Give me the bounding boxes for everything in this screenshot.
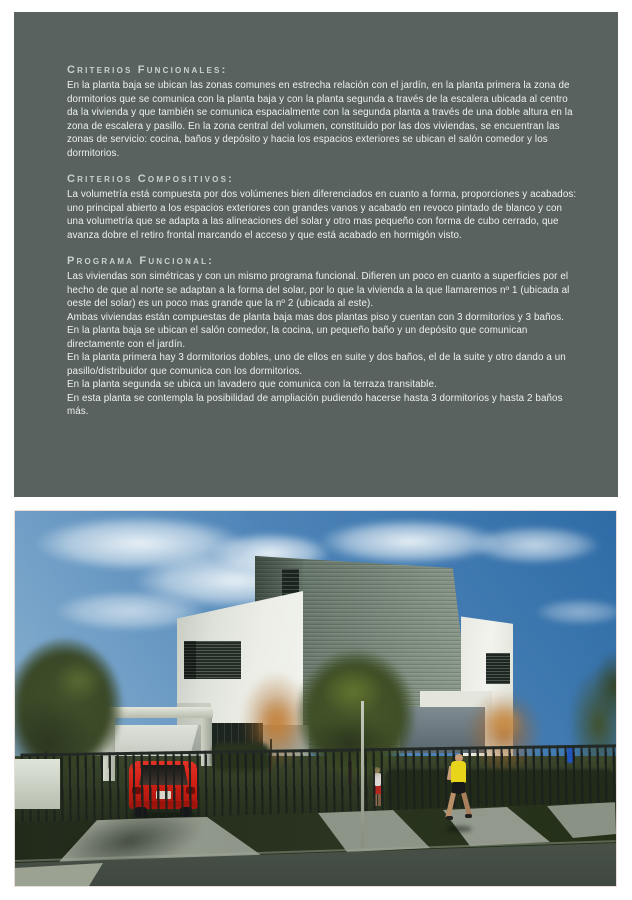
figure-shirt: [451, 761, 466, 783]
section-paragraph: La volumetría está compuesta por dos volúmenes bien diferenciados en cuanto a forma, proporciones y acabados: uno principal abierto a los espacios exteriores con grandes vanos y acabado en revoco pintado de blanco y con una volumetría que se adapta a las alineaciones del solar y otro mas pequeño con forma de cubo cerrado, que avanza dobre el retiro frontal marcando el acceso y que está acabado en hormigón visto.: [67, 189, 577, 241]
section-programa-funcional: [67, 255, 579, 419]
section-paragraph: En la planta baja se ubican el salón comedor, la cocina, un pequeño baño y un depósito que comunican directamente con el jardín.: [67, 325, 528, 350]
figure-leg: [445, 792, 455, 817]
pedestrian-yellow-shirt: [446, 754, 472, 834]
autumn-tree-foliage: [483, 703, 525, 741]
section-paragraph: Las viviendas son simétricas y con un mismo programa funcional. Difieren un poco en cuanto a superficies por el hecho de que al norte se adaptan a la forma del solar, por lo que la vivienda a la que llamaremos nº 1 (ubicada al oeste del solar) es un poco mas grande que la nº 2 (ubicada al este).: [67, 271, 570, 309]
section-heading: Criterios Compositivos:: [67, 173, 234, 185]
figure-shoe: [465, 814, 472, 818]
section-criterios-compositivos: [67, 173, 579, 242]
criteria-panel: [14, 12, 618, 497]
louvered-corner-window: [184, 641, 241, 679]
tree-foliage: [53, 659, 105, 703]
small-window: [486, 653, 510, 684]
section-paragraph: En la planta primera hay 3 dormitorios dobles, uno de ellos en suite y dos baños, el de la suite y otro dando a un pasillo/distribuidor que comunica con los dormitorios.: [67, 352, 566, 377]
section-criterios-funcionales: [67, 64, 579, 160]
figure-shoe: [446, 816, 453, 820]
tree-foliage: [320, 666, 385, 716]
low-white-wall: [15, 759, 60, 809]
cloud: [470, 526, 600, 564]
architectural-render-image: [14, 510, 617, 887]
section-paragraph: Ambas viviendas están compuestas de planta baja mas dos plantas piso y cuentan con 3 dormitorios y 3 baños.: [67, 311, 565, 323]
section-paragraph: En la planta segunda se ubica un lavadero que comunica con la terraza transitable.: [67, 379, 437, 390]
section-paragraph: En la planta baja se ubican las zonas comunes en estrecha relación con el jardín, en la planta primera la zona de dormitorios que se comunica con la planta baja y con la planta segunda a través de la escalera ubicada al centro da la vivienda y que también se comunica espacialmente con la segunda planta a través de una doble altura en la zona de escalera y pasillo. En la zona central del volumen, constituido por las dos viviendas, se encuentran las zonas de servicio: cocina, baños y depósito y hacia los espacios exteriores se ubican el salón comedor y los dormitorios.: [67, 80, 573, 159]
figure-shadow: [446, 826, 472, 832]
street-pole: [361, 701, 364, 847]
section-heading: Programa Funcional:: [67, 255, 215, 267]
section-heading: Criterios Funcionales:: [67, 64, 228, 76]
cloud: [535, 599, 617, 625]
section-paragraph: En esta planta se contempla la posibilidad de ampliación pudiendo hacerse hasta 3 dormitorios y hasta 2 baños más.: [67, 392, 563, 417]
panel-text-column: [67, 64, 579, 432]
